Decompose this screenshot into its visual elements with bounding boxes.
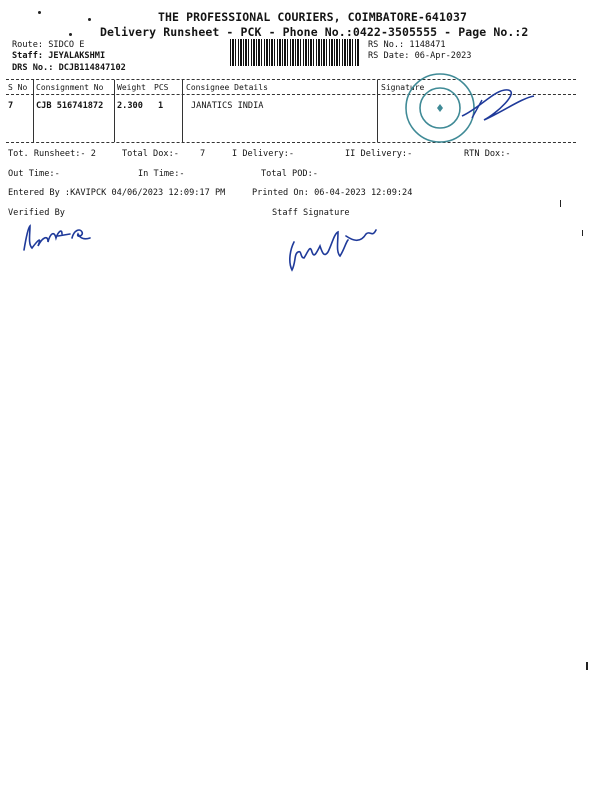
row-consignee: JANATICS INDIA xyxy=(191,101,264,111)
total-pod: Total POD:- xyxy=(261,169,318,179)
ii-delivery: II Delivery:- xyxy=(345,149,413,159)
in-time: In Time:- xyxy=(138,169,185,179)
scan-speck xyxy=(560,200,561,207)
staff-signature xyxy=(280,222,390,274)
scan-speck xyxy=(88,18,91,21)
stamp-center-mark xyxy=(437,104,443,112)
company-title: THE PROFESSIONAL COURIERS, COIMBATORE-641037 xyxy=(158,10,468,24)
rs-date: RS Date: 06-Apr-2023 xyxy=(368,51,472,61)
staff-signature-label: Staff Signature xyxy=(272,208,350,218)
col-header-pcs: PCS xyxy=(154,83,169,92)
company-stamp xyxy=(400,68,550,158)
tot-runsheet: Tot. Runsheet:- 2 xyxy=(8,149,96,159)
verifier-signature xyxy=(18,220,98,256)
column-divider xyxy=(114,80,115,142)
col-header-consignment: Consignment No xyxy=(36,83,104,92)
scan-speck xyxy=(582,230,583,236)
col-header-sno: S No xyxy=(8,83,28,92)
col-header-consignee: Consignee Details xyxy=(186,83,268,92)
col-header-weight: Weight xyxy=(117,83,146,92)
out-time: Out Time:- xyxy=(8,169,60,179)
column-divider xyxy=(377,80,378,142)
drs-number: DRS No.: DCJB114847102 xyxy=(12,63,126,73)
scan-speck xyxy=(69,33,72,36)
total-dox-value: 7 xyxy=(200,149,206,159)
i-delivery: I Delivery:- xyxy=(232,149,295,159)
rtn-dox: RTN Dox:- xyxy=(464,149,511,159)
verified-by-label: Verified By xyxy=(8,208,65,218)
column-divider xyxy=(182,80,183,142)
row-consignment-no: CJB 516741872 xyxy=(36,101,104,111)
scan-speck xyxy=(586,662,588,670)
column-divider xyxy=(33,80,34,142)
row-pcs: 1 xyxy=(158,101,164,111)
entered-by: Entered By :KAVIPCK 04/06/2023 12:09:17 PM xyxy=(8,188,226,198)
route-label: Route: SIDCO E xyxy=(12,40,85,50)
rs-number: RS No.: 1148471 xyxy=(368,40,446,50)
row-weight: 2.300 xyxy=(117,101,143,111)
col-header-signature: Signature xyxy=(381,83,425,92)
runsheet-subtitle: Delivery Runsheet - PCK - Phone No.:0422-3505555 - Page No.:2 xyxy=(100,25,529,39)
staff-label: Staff: JEYALAKSHMI xyxy=(12,51,106,61)
scan-speck xyxy=(38,11,41,14)
total-dox-label: Total Dox:- xyxy=(122,149,179,159)
printed-on: Printed On: 06-04-2023 12:09:24 xyxy=(252,188,413,198)
row-sno: 7 xyxy=(8,101,14,111)
barcode xyxy=(230,39,360,66)
